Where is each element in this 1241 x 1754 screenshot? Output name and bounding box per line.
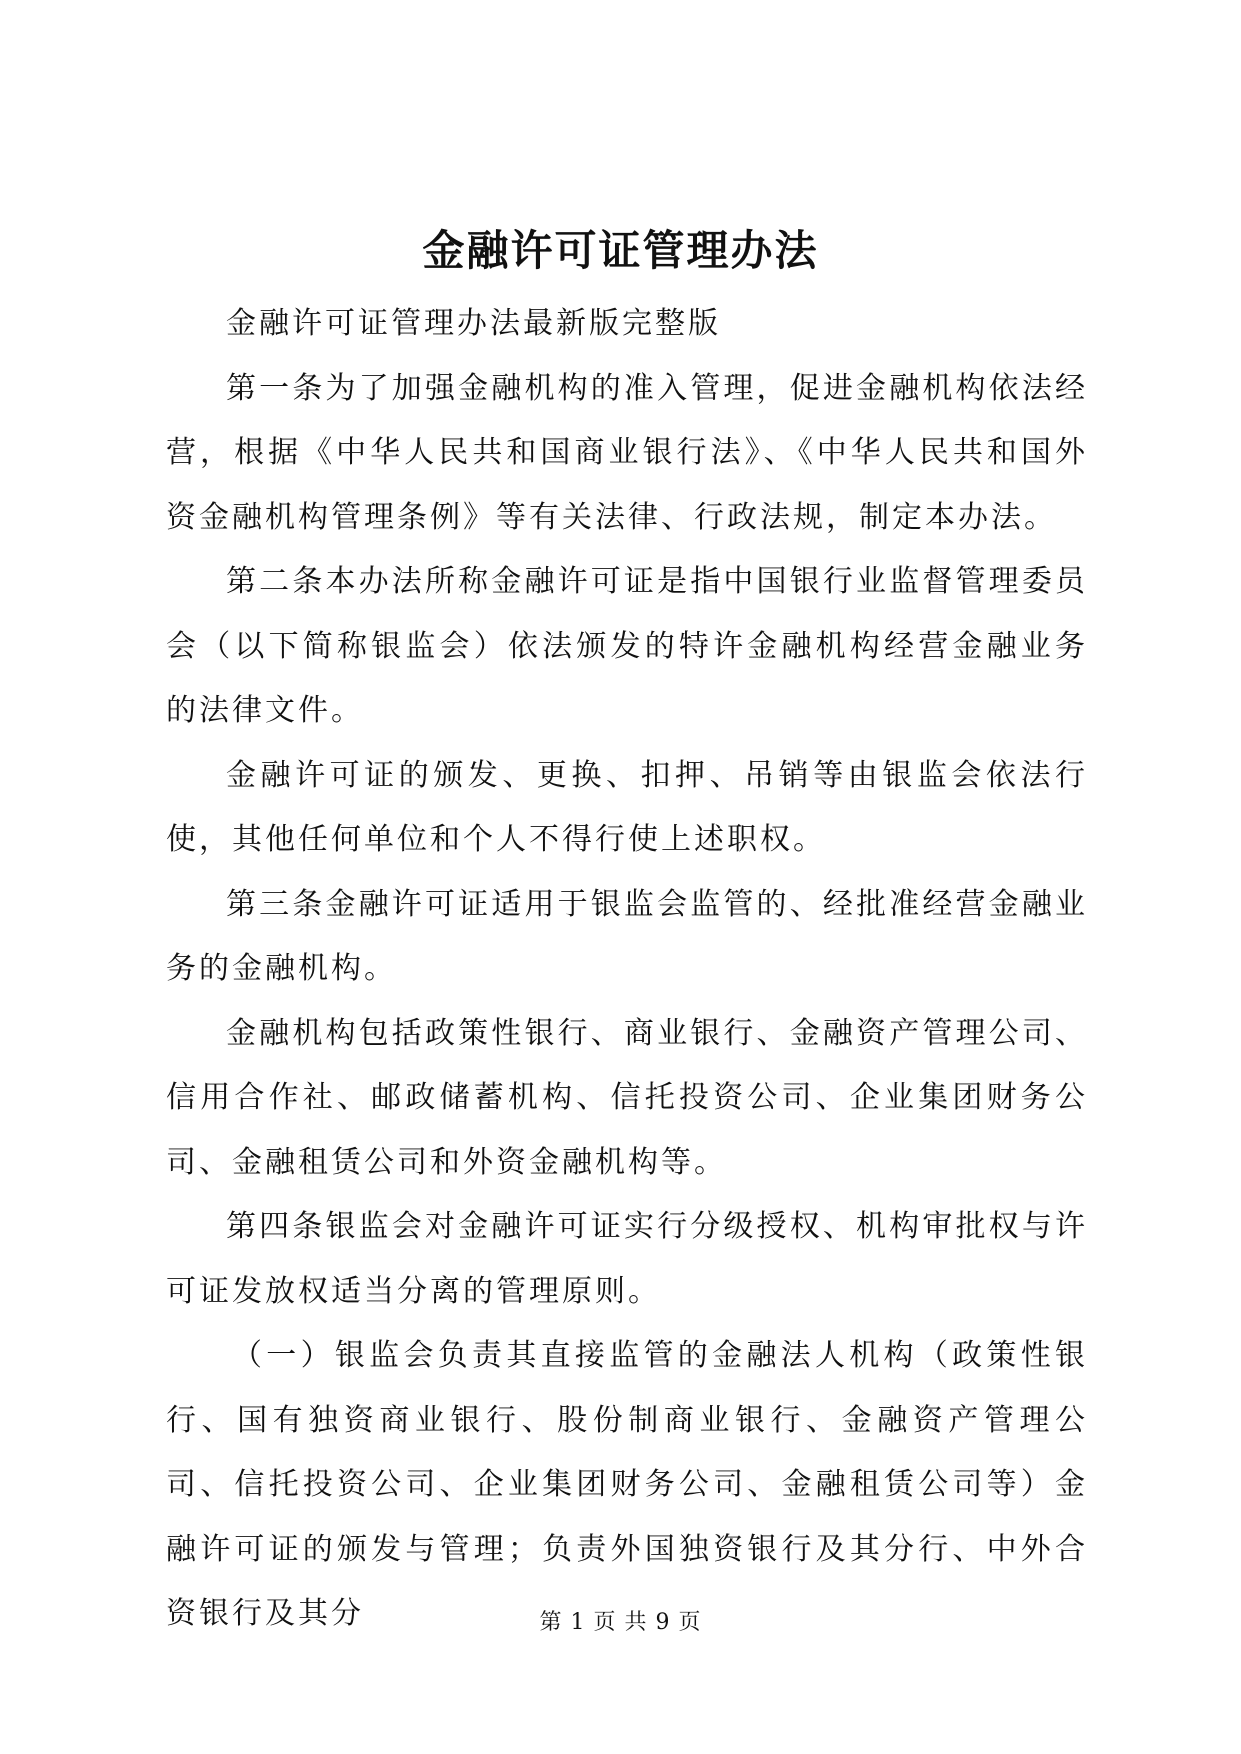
paragraph-article-2-powers: 金融许可证的颁发、更换、扣押、吊销等由银监会依法行使，其他任何单位和个人不得行使上述职权。 bbox=[166, 757, 1088, 857]
document-body bbox=[166, 292, 1088, 1647]
paragraph-article-4-item-1: （一）银监会负责其直接监管的金融法人机构（政策性银行、国有独资商业银行、股份制商业银行、金融资产管理公司、信托投资公司、企业集团财务公司、金融租赁公司等）金融许可证的颁发与管理；负责外国独资银行及其分行、中外合资银行及其分 bbox=[166, 1338, 1088, 1631]
paragraph-article-1: 第一条为了加强金融机构的准入管理，促进金融机构依法经营，根据《中华人民共和国商业银行法》、《中华人民共和国外资金融机构管理条例》等有关法律、行政法规，制定本办法。 bbox=[166, 370, 1088, 535]
paragraph-article-3-institutions: 金融机构包括政策性银行、商业银行、金融资产管理公司、信用合作社、邮政储蓄机构、信托投资公司、企业集团财务公司、金融租赁公司和外资金融机构等。 bbox=[166, 1015, 1088, 1180]
paragraph-article-2: 第二条本办法所称金融许可证是指中国银行业监督管理委员会（以下简称银监会）依法颁发的特许金融机构经营金融业务的法律文件。 bbox=[166, 564, 1088, 728]
document-title: 金融许可证管理办法 bbox=[422, 226, 819, 275]
paragraph-article-4: 第四条银监会对金融许可证实行分级授权、机构审批权与许可证发放权适当分离的管理原则。 bbox=[166, 1209, 1088, 1309]
paragraph-article-3: 第三条金融许可证适用于银监会监管的、经批准经营金融业务的金融机构。 bbox=[166, 886, 1088, 986]
page-number-footer: 第 1 页 共 9 页 bbox=[539, 1610, 702, 1635]
paragraph-subtitle: 金融许可证管理办法最新版完整版 bbox=[226, 306, 721, 341]
